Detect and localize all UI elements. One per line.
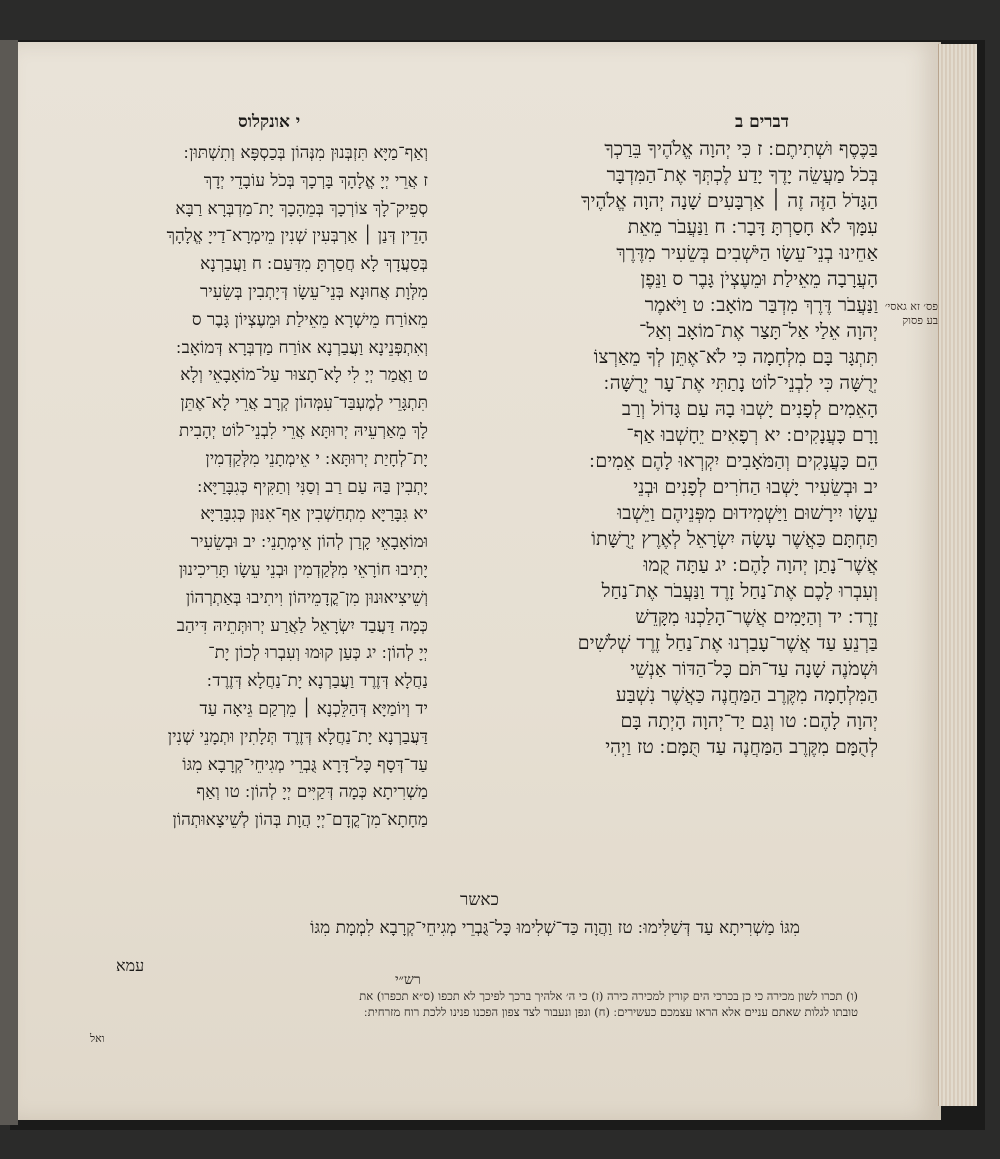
targum-line: דַּעֲבַרְנָא יָת־נַחֲלָא דְּזֶרֶד תְּלָתִין וּתְמָנֵי שְׁנִין [167, 726, 428, 747]
text-line: לְהֻמָּם מִקֶּרֶב הַמַּחֲנֶה עַד תֻּמָּם ׃ טז וַיְהִי [605, 736, 878, 758]
catchword-main: כאשר [460, 890, 499, 910]
targum-line: נַחֲלָא דְּזֶרֶד וַעֲבַרְנָא יָת־נַחֲלָא דְּזֶרֶד ׃ [207, 671, 428, 692]
targum-line: וְאַף־מַיָּא תִּזְבְּנוּן מִנְּהוֹן בְּכַסְפָּא וְתִשְׁתּוּן ׃ [183, 143, 428, 163]
running-header-targum: י אונקלוס [238, 112, 301, 132]
targum-line: תִּתְגָּרֵי לְמֶעְבַּד־עִמְּהוֹן קְרָב אֲרֵי לָא־אֶתֵּן [180, 393, 428, 414]
book-spine [0, 40, 18, 1125]
text-line: תַּחְתָּם כַּאֲשֶׁר עָשָׂה יִשְׂרָאֵל לְאֶרֶץ יְרֻשָּׁתוֹ [591, 528, 878, 550]
text-line: וָרָם כָּעֲנָקִים ׃ יא רְפָאִים יֵחָשְׁבוּ אַף־ [626, 424, 878, 446]
targum-line: יָת־לְחָיַת יְרוּתָּא ׃ י אֵימְתָנֵי מִלְּקַדְמִין [205, 448, 428, 469]
rashi-title: רש״י [395, 972, 421, 988]
text-line: תִּתְגָּר בָּם מִלְחָמָה כִּי לֹא־אֶתֵּן לְךָ מֵאַרְצוֹ [593, 346, 878, 368]
bottom-targum-line: מִגּוֹ מַשְׁרִיתָא עַד דְּשַׁלִּימוּ ׃ טז וַהֲוָה כַּד־שְׁלִימוּ כָּל־גֻּבְרֵי מְגִיחֵי־קְרָבָא לִמְמָת מִגּוֹ [310, 918, 800, 938]
targum-line: ז אֲרֵי יְיָ אֱלָהָךְ בָּרְכָךְ בְּכֹל עוֹבָדֵי יְדָךְ [203, 170, 428, 191]
targum-line: וְאִתְפְּנֵינָא וַעֲבַרְנָא אוֹרַח מַדְבְּרָא דְּמוֹאָב ׃ [176, 337, 428, 358]
text-line: וּשְׁמֹנֶה שָׁנָה עַד־תֹּם כָּל־הַדּוֹר אַנְשֵׁי [630, 658, 878, 680]
rashi-line: טובתו לגלות שאתם עניים אלא הראו עצמכם כעשירים ׃ (ח) ונפן ונעבור לצד צפון הפכנו פנינו ללכת רוח מזרחית ׃ [364, 1005, 858, 1019]
text-line: יְהוָה לָהֶם ׃ טו וְגַם יַד־יְהוָה הָיְתָה בָּם [620, 710, 878, 732]
targum-line: מִלְּוָת אֲחוּנָא בְּנֵי־עֵשָׂו דְּיָתְבִין בְּשֵׂעִיר [199, 281, 428, 302]
text-line: הָאֵמִים לְפָנִים יָשְׁבוּ בָהּ עַם גָּדוֹל וְרַב [621, 398, 878, 420]
text-line: יְהוָה אֵלַי אַל־תָּצַר אֶת־מוֹאָב וְאַל־ [639, 320, 878, 342]
running-header-book: דברים ב [735, 112, 789, 132]
rashi-line: (ו) תכרו לשון מכירה כי כן בכרכי הים קורין למכירה כירה (ז) כי ה׳ אלהיך ברכך לפיכך לא תכפו (ס״א תכפרו) את [359, 989, 858, 1003]
main-text-column [440, 136, 878, 760]
targum-column [60, 140, 428, 835]
text-line: עֵשָׂו יִירָשׁוּם וַיַּשְׁמִידוּם מִפְּנֵיהֶם וַיֵּשְׁבוּ [617, 502, 878, 524]
text-line: בַּכֶּסֶף וּשְׁתִיתֶם ׃ ז כִּי יְהוָה אֱלֹהֶיךָ בֵּרַכְךָ [604, 138, 878, 160]
text-line: עִמָּךְ לֹא חָסַרְתָּ דָּבָר ׃ ח וַנַּעֲבֹר מֵאֵת [627, 216, 878, 238]
margin-note: פס׳ זא גאסי׳ בע פסוק [884, 300, 938, 327]
targum-line: עַד־דְּסָף כָּל־דָּרָא גֻּבְרֵי מְגִיחֵי־קְרָבָא מִגּוֹ [182, 754, 428, 775]
rashi-commentary [60, 988, 858, 1020]
targum-line: וּמוֹאָבָאֵי קָרַן לְהוֹן אֵימְתָנֵי ׃ יב וּבְשֵׂעִיר [190, 532, 428, 553]
text-line: יב וּבְשֵׂעִיר יָשְׁבוּ הַחֹרִים לְפָנִים וּבְנֵי [633, 476, 878, 498]
targum-line: הָדֵין דְּנַן ׀ אַרְבְּעִין שְׁנִין מֵימְרָא־דַייָ אֱלָהָךְ [166, 226, 428, 247]
rashi-catchword: ואל [90, 1032, 105, 1045]
targum-line: יָתִיבוּ חוֹרָאֵי מִלְּקַדְמִין וּבְנֵי עֵשָׂו תָּרִיכִינוּן [178, 559, 428, 580]
targum-line: יד וְיוֹמַיָּא דְּהַלֵּכְנָא ׀ מֵרְקַם גֵּיאָה עַד [199, 698, 428, 719]
targum-line: מַשְׁרִיתָא כְּמָה דְּקַיִּים יְיָ לְהוֹן ׃ טו וְאַף [196, 782, 428, 803]
text-line: אַחֵינוּ בְנֵי־עֵשָׂו הַיֹּשְׁבִים בְּשֵׂעִיר מִדֶּרֶךְ [616, 242, 878, 264]
text-line: וְעִבְרוּ לָכֶם אֶת־נַחַל זָרֶד וַנַּעֲבֹר אֶת־נַחַל [601, 580, 878, 602]
text-line: בַּרְנֵעַ עַד אֲשֶׁר־עָבַרְנוּ אֶת־נַחַל זֶרֶד שְׁלֹשִׁים [577, 632, 878, 654]
targum-line: מַחָתָא־מִן־קֳדָם־יְיָ הֲוָת בְּהוֹן לְשֵׁיצָאוּתְהוֹן [172, 810, 428, 831]
text-line: הַמִּלְחָמָה מִקֶּרֶב הַמַּחֲנֶה כַּאֲשֶׁר נִשְׁבַּע [615, 684, 878, 706]
catchword-targum: עמא [116, 956, 145, 975]
targum-line: יא גִּבָּרַיָּא מִתְחַשְׁבִין אַף־אִנּוּן כְּגִבָּרַיָּא [200, 504, 428, 525]
targum-line: סְפֵיק־לָךְ צוֹרְכָךְ בְּמֵהָכָךְ יָת־מַדְבְּרָא רַבָּא [175, 198, 428, 219]
text-line: הָעֲרָבָה מֵאֵילַת וּמֵעֶצְיֹן גָּבֶר ס וַנֵּפֶן [640, 268, 878, 290]
page-edges [938, 44, 977, 1106]
text-line: הֵם כָּעֲנָקִים וְהַמֹּאָבִים יִקְרְאוּ לָהֶם אֵמִים ׃ [589, 450, 878, 472]
text-line: בְּכֹל מַעֲשֵׂה יָדֶךָ יָדַע לֶכְתְּךָ אֶת־הַמִּדְבָּר [606, 164, 878, 186]
text-line: אֲשֶׁר־נָתַן יְהוָה לָהֶם ׃ יג עַתָּה קֻמוּ [643, 554, 878, 576]
targum-line: ט וַאֲמַר יְיָ לִי לָא־תָצוּר עַל־מוֹאָבָאֵי וְלָא [180, 365, 428, 386]
targum-line: כְּמָה דַּעֲבַד יִשְׂרָאֵל לַאֲרַע יְרוּתְּתֵיהּ דִּיהַב [176, 615, 428, 636]
text-line: יְרֻשָּׁה כִּי לִבְנֵי־לוֹט נָתַתִּי אֶת־עָר יְרֻשָּׁה ׃ [603, 372, 878, 394]
text-line: זָרֶד ׃ יד וְהַיָּמִים אֲשֶׁר־הָלַכְנוּ מִקָּדֵשׁ [635, 606, 878, 628]
targum-line: בְּסַעֲדָךְ לָא חֲסַרְתָּ מִדַּעַם ׃ ח וַעֲבַרְנָא [200, 254, 428, 275]
targum-line: וְשֵׁיצִיאוּנוּן מִן־קֳדָמֵיהוֹן וִיתִיבוּ בְּאַתְרְהוֹן [185, 587, 428, 608]
targum-line: יָתְבִין בַּהּ עַם רַב וְסַנִּי וְתַקִּיף כְּגִבָּרַיָּא ׃ [197, 476, 428, 497]
targum-line: לָךְ מֵאַרְעֵיהּ יְרוּתָּא אֲרֵי לִבְנֵי־לוֹט יְהָבִית [178, 420, 428, 441]
text-line: הַגָּדֹל הַזֶּה זֶה ׀ אַרְבָּעִים שָׁנָה יְהוָה אֱלֹהֶיךָ [581, 190, 878, 212]
targum-line: יְיָ לְהוֹן ׃ יג כְּעַן קוּמוּ וְעִבְרוּ לְכוֹן יָת־ [208, 643, 428, 664]
text-line: וַנַּעֲבֹר דֶּרֶךְ מִדְבַּר מוֹאָב ׃ ט וַיֹּאמֶר [644, 294, 878, 316]
targum-line: מֵאוֹרַח מֵישְׁרָא מֵאֵילַת וּמֵעֶצְיוֹן גָּבֶר ס [191, 309, 428, 330]
